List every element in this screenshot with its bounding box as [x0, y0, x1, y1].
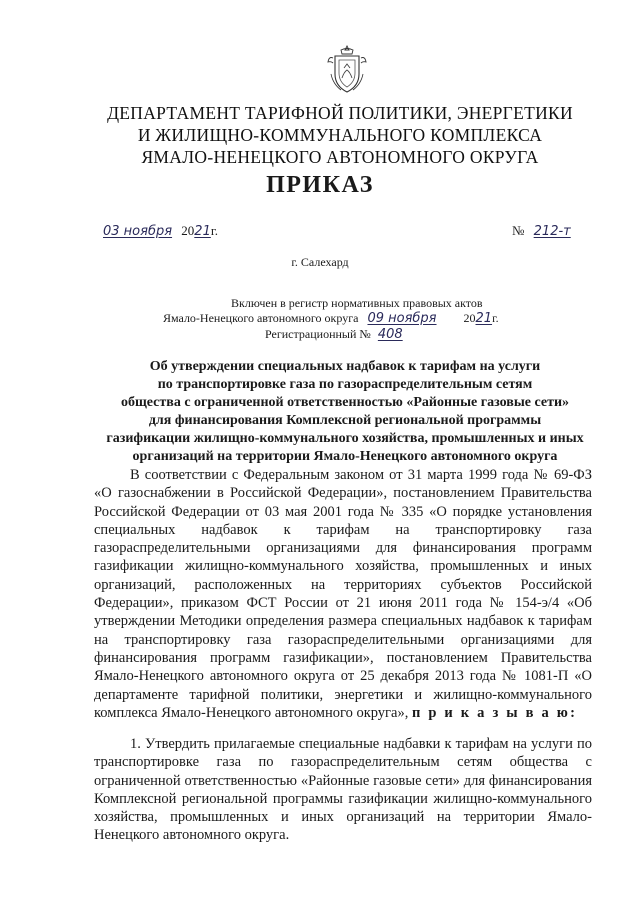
registry-region: Ямало-Ненецкого автономного округа: [163, 311, 359, 325]
city-name: г. Салехард: [291, 255, 349, 269]
registry-line-3: [265, 327, 403, 342]
department-name-line-2: И ЖИЛИЩНО-КОММУНАЛЬНОГО КОМПЛЕКСА: [137, 125, 543, 145]
order-heading-line-4: для финансирования Комплексной региональной программы: [148, 413, 542, 428]
department-name-line-1: ДЕПАРТАМЕНТ ТАРИФНОЙ ПОЛИТИКИ, ЭНЕРГЕТИКИ: [107, 103, 573, 123]
order-heading-line-5: газификации жилищно-коммунального хозяйства, промышленных и иных: [106, 431, 584, 446]
registry-line-2: [163, 311, 499, 326]
coat-of-arms-emblem: [325, 44, 369, 96]
order-item-1: [94, 735, 592, 845]
order-number-label: №: [512, 223, 525, 238]
order-date: [103, 223, 218, 239]
order-number: [512, 223, 571, 239]
order-heading-line-3: общества с ограниченной ответственностью «Районные газовые сети»: [120, 395, 570, 410]
preamble-paragraph: [94, 466, 592, 722]
order-item-1-text: 1. Утвердить прилагаемые специальные надбавки к тарифам на услуги по транспортировке газа по газораспределительным сетям общества с ограниченной ответственностью «Районные газовые сети» для финансирования Комплексной региональной программы газификации жилищно-коммунального хозяйства, промышленных и иных организаций на территории Ямало-Ненецкого автономного округа.: [94, 736, 592, 844]
order-date-handwritten: 03 ноября: [103, 224, 173, 239]
order-year-suffix: г.: [210, 223, 218, 238]
order-heading: [95, 358, 595, 466]
registry-number-handwritten: 408: [377, 327, 403, 342]
registry-year-prefix: 20: [463, 311, 476, 325]
order-number-handwritten: 212-т: [533, 224, 571, 239]
registry-number-label: Регистрационный №: [265, 327, 371, 341]
preamble-text: В соответствии с Федеральным законом от 31 марта 1999 года № 69-ФЗ «О газоснабжении в Российской Федерации», постановлением Правительства Российской Федерации от 03 мая 2001 года № 335 «О порядке установления специальных надбавок к тарифам на транспортировку газа газораспределительными организациями для финансирования программ газификации жилищно-коммунального хозяйства, промышленных и иных организаций, расположенных на территориях субъектов Российской Федерации», приказом ФСТ России от 21 июня 2011 года № 154-э/4 «Об утверждении Методики определения размера специальных надбавок к тарифам на транспортировку газа газораспределительными организациями для финансирования программ газификации», постановлением Правительства Ямало-Ненецкого автономного округа от 25 декабря 2013 года № 1081-П «О департаменте тарифной политики, энергетики и жилищно-коммунального комплекса Ямало-Ненецкого автономного округа»,: [94, 467, 592, 721]
order-year-handwritten: 21: [194, 224, 211, 239]
order-heading-line-6: организаций на территории Ямало-Ненецкого автономного округа: [132, 449, 558, 464]
document-type-title: ПРИКАЗ: [266, 172, 374, 198]
department-name-line-3: ЯМАЛО-НЕНЕЦКОГО АВТОНОМНОГО ОКРУГА: [141, 147, 539, 167]
order-heading-line-2: по транспортировке газа по газораспределительным сетям: [157, 377, 533, 392]
registry-line-1: Включен в регистр нормативных правовых актов: [231, 296, 483, 310]
order-year-prefix: 20: [181, 223, 195, 238]
registry-year-handwritten: 21: [475, 311, 493, 326]
registry-date-handwritten: 09 ноября: [367, 311, 437, 326]
order-word: п р и к а з ы в а ю:: [411, 704, 578, 721]
order-heading-line-1: Об утверждении специальных надбавок к тарифам на услуги: [149, 359, 541, 374]
registry-year-suffix: г.: [492, 311, 499, 325]
